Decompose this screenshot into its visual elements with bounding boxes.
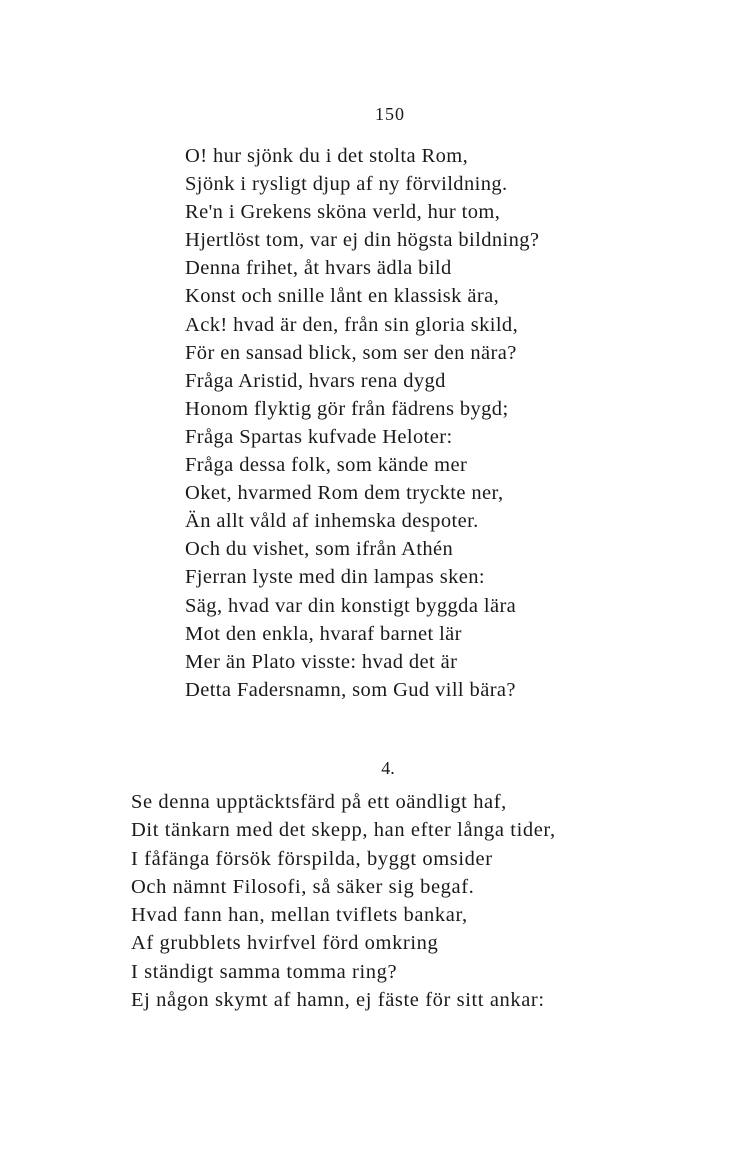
page-number: 150 (375, 104, 405, 124)
poem-line: Och du vishet, som ifrån Athén (185, 538, 454, 561)
poem-line: O! hur sjönk du i det stolta Rom, (185, 145, 469, 167)
poem-line: Dit tänkarn med det skepp, han efter långa tider, (131, 819, 556, 842)
poem-line: Honom flyktig gör från fädrens bygd; (185, 397, 509, 420)
poem-line: Af grubblets hvirfvel förd omkring (131, 932, 439, 955)
poem-line: Hjertlöst tom, var ej din högsta bildning? (185, 229, 540, 252)
poem-line: Ack! hvad är den, från sin gloria skild, (185, 313, 519, 336)
poem-line: Än allt våld af inhemska despoter. (185, 510, 479, 533)
poem-line: Mer än Plato visste: hvad det är (185, 650, 458, 673)
poem-line: Fråga Aristid, hvars rena dygd (185, 369, 446, 392)
poem-line: Sjönk i rysligt djup af ny förvildning. (185, 173, 508, 196)
poem-line: Se denna upptäcktsfärd på ett oändligt haf, (131, 791, 507, 813)
poem-line: För en sansad blick, som ser den nära? (185, 341, 517, 364)
poem-line: Konst och snille lånt en klassisk ära, (185, 285, 500, 308)
poem-stanza-two (131, 788, 556, 1014)
poem-line: I fåfänga försök förspilda, byggt omsider (131, 847, 493, 870)
poem-line: Oket, hvarmed Rom dem tryckte ner, (185, 482, 504, 505)
section-number: 4. (381, 758, 395, 778)
poem-line: Säg, hvad var din konstigt byggda lära (185, 594, 517, 617)
poem-line: Hvad fann han, mellan tviflets bankar, (131, 904, 468, 927)
poem-line: Fjerran lyste med din lampas sken: (185, 566, 485, 589)
poem-line: Denna frihet, åt hvars ädla bild (185, 257, 452, 280)
poem-line: I ständigt samma tomma ring? (131, 960, 398, 983)
poem-line: Re'n i Grekens sköna verld, hur tom, (185, 201, 501, 224)
poem-line: Och nämnt Filosofi, så säker sig begaf. (131, 875, 475, 898)
poem-line: Detta Fadersnamn, som Gud vill bära? (185, 678, 516, 701)
poem-stanza-one (185, 142, 539, 704)
poem-line: Mot den enkla, hvaraf barnet lär (185, 622, 462, 645)
poem-line: Fråga dessa folk, som kände mer (185, 454, 468, 477)
poem-line: Ej någon skymt af hamn, ej fäste för sitt ankar: (131, 989, 545, 1012)
poem-line: Fråga Spartas kufvade Heloter: (185, 425, 453, 448)
